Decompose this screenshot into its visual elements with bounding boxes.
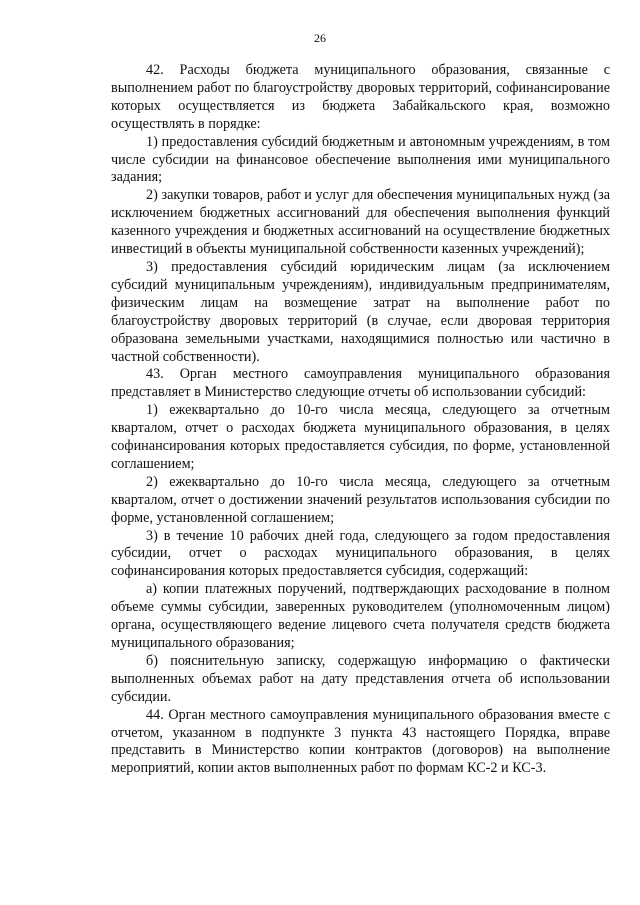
paragraph-42-item-2: 2) закупки товаров, работ и услуг для обеспечения муниципальных нужд (за исключением бюджетных ассигнований для обеспечения выполнения функций казенного учреждения и бюджетных ассигнований на осуществление бюджетных инвестиций в объекты муниципальной собственности казенных учреждений); [111, 187, 610, 258]
paragraph-44: 44. Орган местного самоуправления муниципального образования вместе с отчетом, указанном в подпункте 3 пункта 43 настоящего Порядка, вправе представить в Министерство копии контрактов (договоров) на выполнение мероприятий, копии актов выполненных работ по формам КС-2 и КС-3. [111, 706, 610, 777]
paragraph-43-item-3-b: б) пояснительную записку, содержащую информацию о фактически выполненных объемах работ на дату представления отчета об использовании субсидии. [111, 652, 610, 705]
paragraph-42-item-1: 1) предоставления субсидий бюджетным и автономным учреждениям, в том числе субсидии на финансовое обеспечение выполнения ими муниципального задания; [111, 133, 610, 186]
paragraph-43-item-3: 3) в течение 10 рабочих дней года, следующего за годом предоставления субсидии, отчет о расходах муниципального образования, в целях софинансирования которых предоставляется субсидия, содержащий: [111, 527, 610, 580]
document-body [111, 62, 610, 778]
page-number: 26 [314, 31, 326, 45]
paragraph-42-item-3: 3) предоставления субсидий юридическим лицам (за исключением субсидий муниципальным учреждениям), индивидуальным предпринимателям, физическим лицам на возмещение затрат на выполнение работ по благоустройству дворовых территорий (в случае, если дворовая территория образована земельными участками, находящимися полностью или частично в частной собственности). [111, 258, 610, 365]
paragraph-43-item-2: 2) ежеквартально до 10-го числа месяца, следующего за отчетным кварталом, отчет о достижении значений результатов использования субсидии по форме, установленной соглашением; [111, 473, 610, 526]
paragraph-43: 43. Орган местного самоуправления муниципального образования представляет в Министерство следующие отчеты об использовании субсидий: [111, 366, 610, 401]
paragraph-43-item-3-a: а) копии платежных поручений, подтверждающих расходование в полном объеме суммы субсидии, заверенных руководителем (уполномоченным лицом) органа, осуществляющего ведение лицевого счета получателя средств бюджета муниципального образования; [111, 581, 610, 651]
paragraph-43-item-1: 1) ежеквартально до 10-го числа месяца, следующего за отчетным кварталом, отчет о расходах бюджета муниципального образования, в целях софинансирования которых предоставляется субсидия, по форме, установленной соглашением; [111, 402, 610, 472]
paragraph-42: 42. Расходы бюджета муниципального образования, связанные с выполнением работ по благоустройству дворовых территорий, софинансирование которых осуществляется из бюджета Забайкальского края, возможно осуществлять в порядке: [111, 62, 610, 132]
